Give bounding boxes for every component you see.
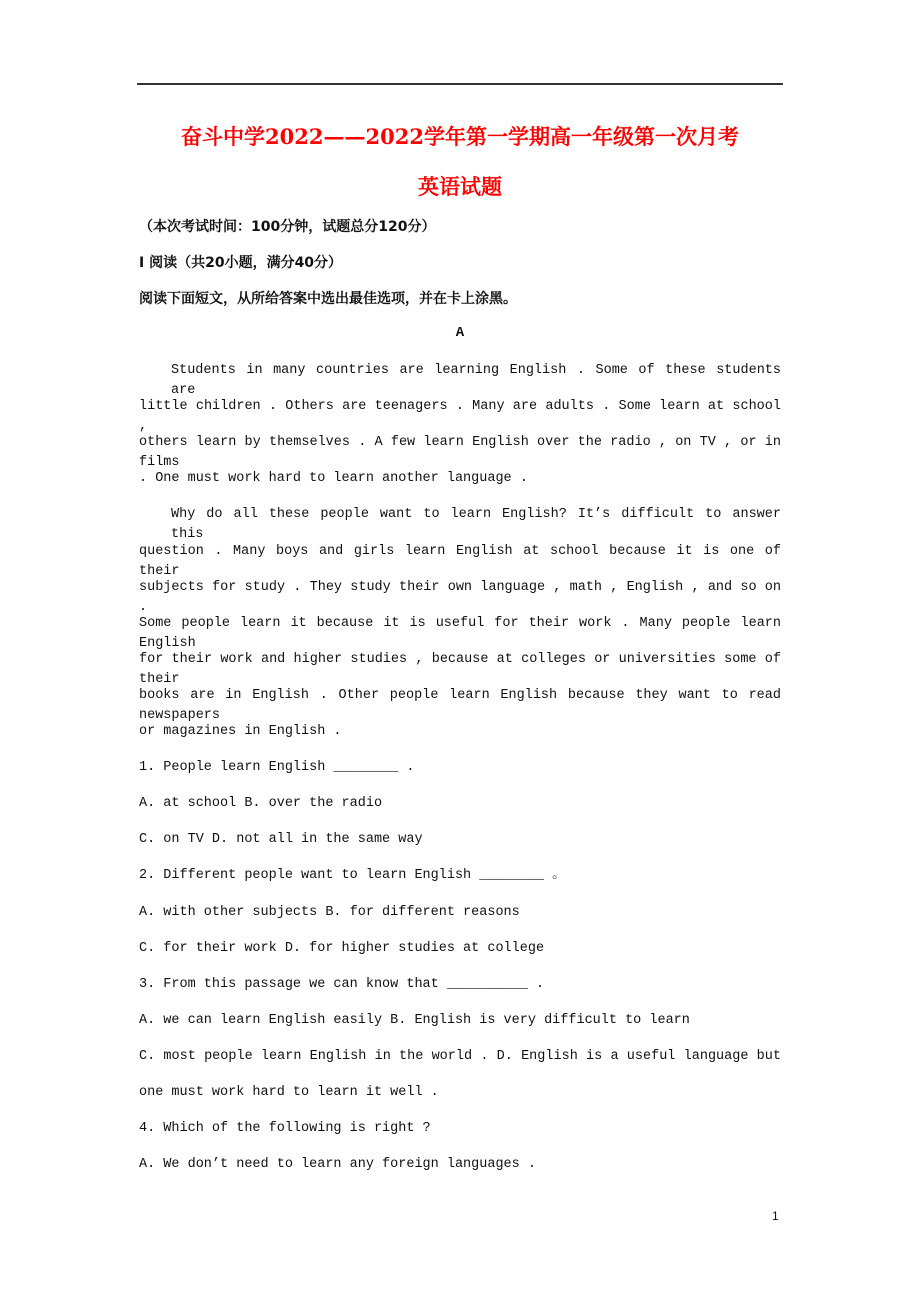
text-line: 4. Which of the following is right ?: [139, 1121, 431, 1137]
text-line: A. with other subjects B. for different reasons: [139, 904, 520, 920]
instruction: 阅读下面短文，从所给答案中选出最佳选项，并在卡上涂黑。: [139, 291, 517, 307]
text-line: little children . Others are teenagers . Many are adults . Some learn at school ,: [139, 399, 781, 435]
passage-label: A: [455, 325, 465, 341]
exam-info: （本次考试时间：100分钟，试题总分120分）: [139, 219, 436, 235]
text-line: one must work hard to learn it well .: [139, 1085, 439, 1100]
text-line: books are in English . Other people learn English because they want to read newspapers: [139, 687, 781, 723]
text-line: 2. Different people want to learn English ________ 。: [139, 868, 566, 884]
text-line: for their work and higher studies , because at colleges or universities some of their: [139, 651, 781, 687]
text-line: A. at school B. over the radio: [139, 796, 383, 812]
text-line: 1. People learn English ________ .: [139, 760, 415, 776]
text-line: Why do all these people want to learn English? It’s difficult to answer this: [171, 507, 781, 543]
text-line: C. most people learn English in the world . D. English is a useful language but: [139, 1048, 781, 1064]
text-line: or magazines in English .: [139, 724, 342, 739]
text-line: . One must work hard to learn another language .: [139, 471, 528, 487]
document-title: 奋斗中学2022——2022学年第一学期高一年级第一次月考: [181, 124, 739, 149]
header-rule: [137, 83, 783, 85]
text-line: Some people learn it because it is useful for their work . Many people learn English: [139, 615, 781, 651]
document-subtitle: 英语试题: [418, 174, 502, 199]
text-line: A. we can learn English easily B. English is very difficult to learn: [139, 1012, 690, 1028]
text-line: others learn by themselves . A few learn English over the radio , on TV , or in films: [139, 435, 781, 471]
section-heading: I 阅读（共20小题，满分40分）: [139, 255, 343, 271]
text-line: A. We don’t need to learn any foreign languages .: [139, 1157, 536, 1173]
text-line: C. on TV D. not all in the same way: [139, 832, 423, 848]
text-line: Students in many countries are learning English . Some of these students are: [171, 363, 781, 398]
text-line: question . Many boys and girls learn English at school because it is one of their: [139, 543, 781, 579]
text-line: 3. From this passage we can know that __________ .: [139, 976, 545, 992]
text-line: C. for their work D. for higher studies at college: [139, 940, 545, 956]
page-number: 1: [772, 1209, 779, 1223]
text-line: subjects for study . They study their own language , math , English , and so on .: [139, 579, 781, 615]
